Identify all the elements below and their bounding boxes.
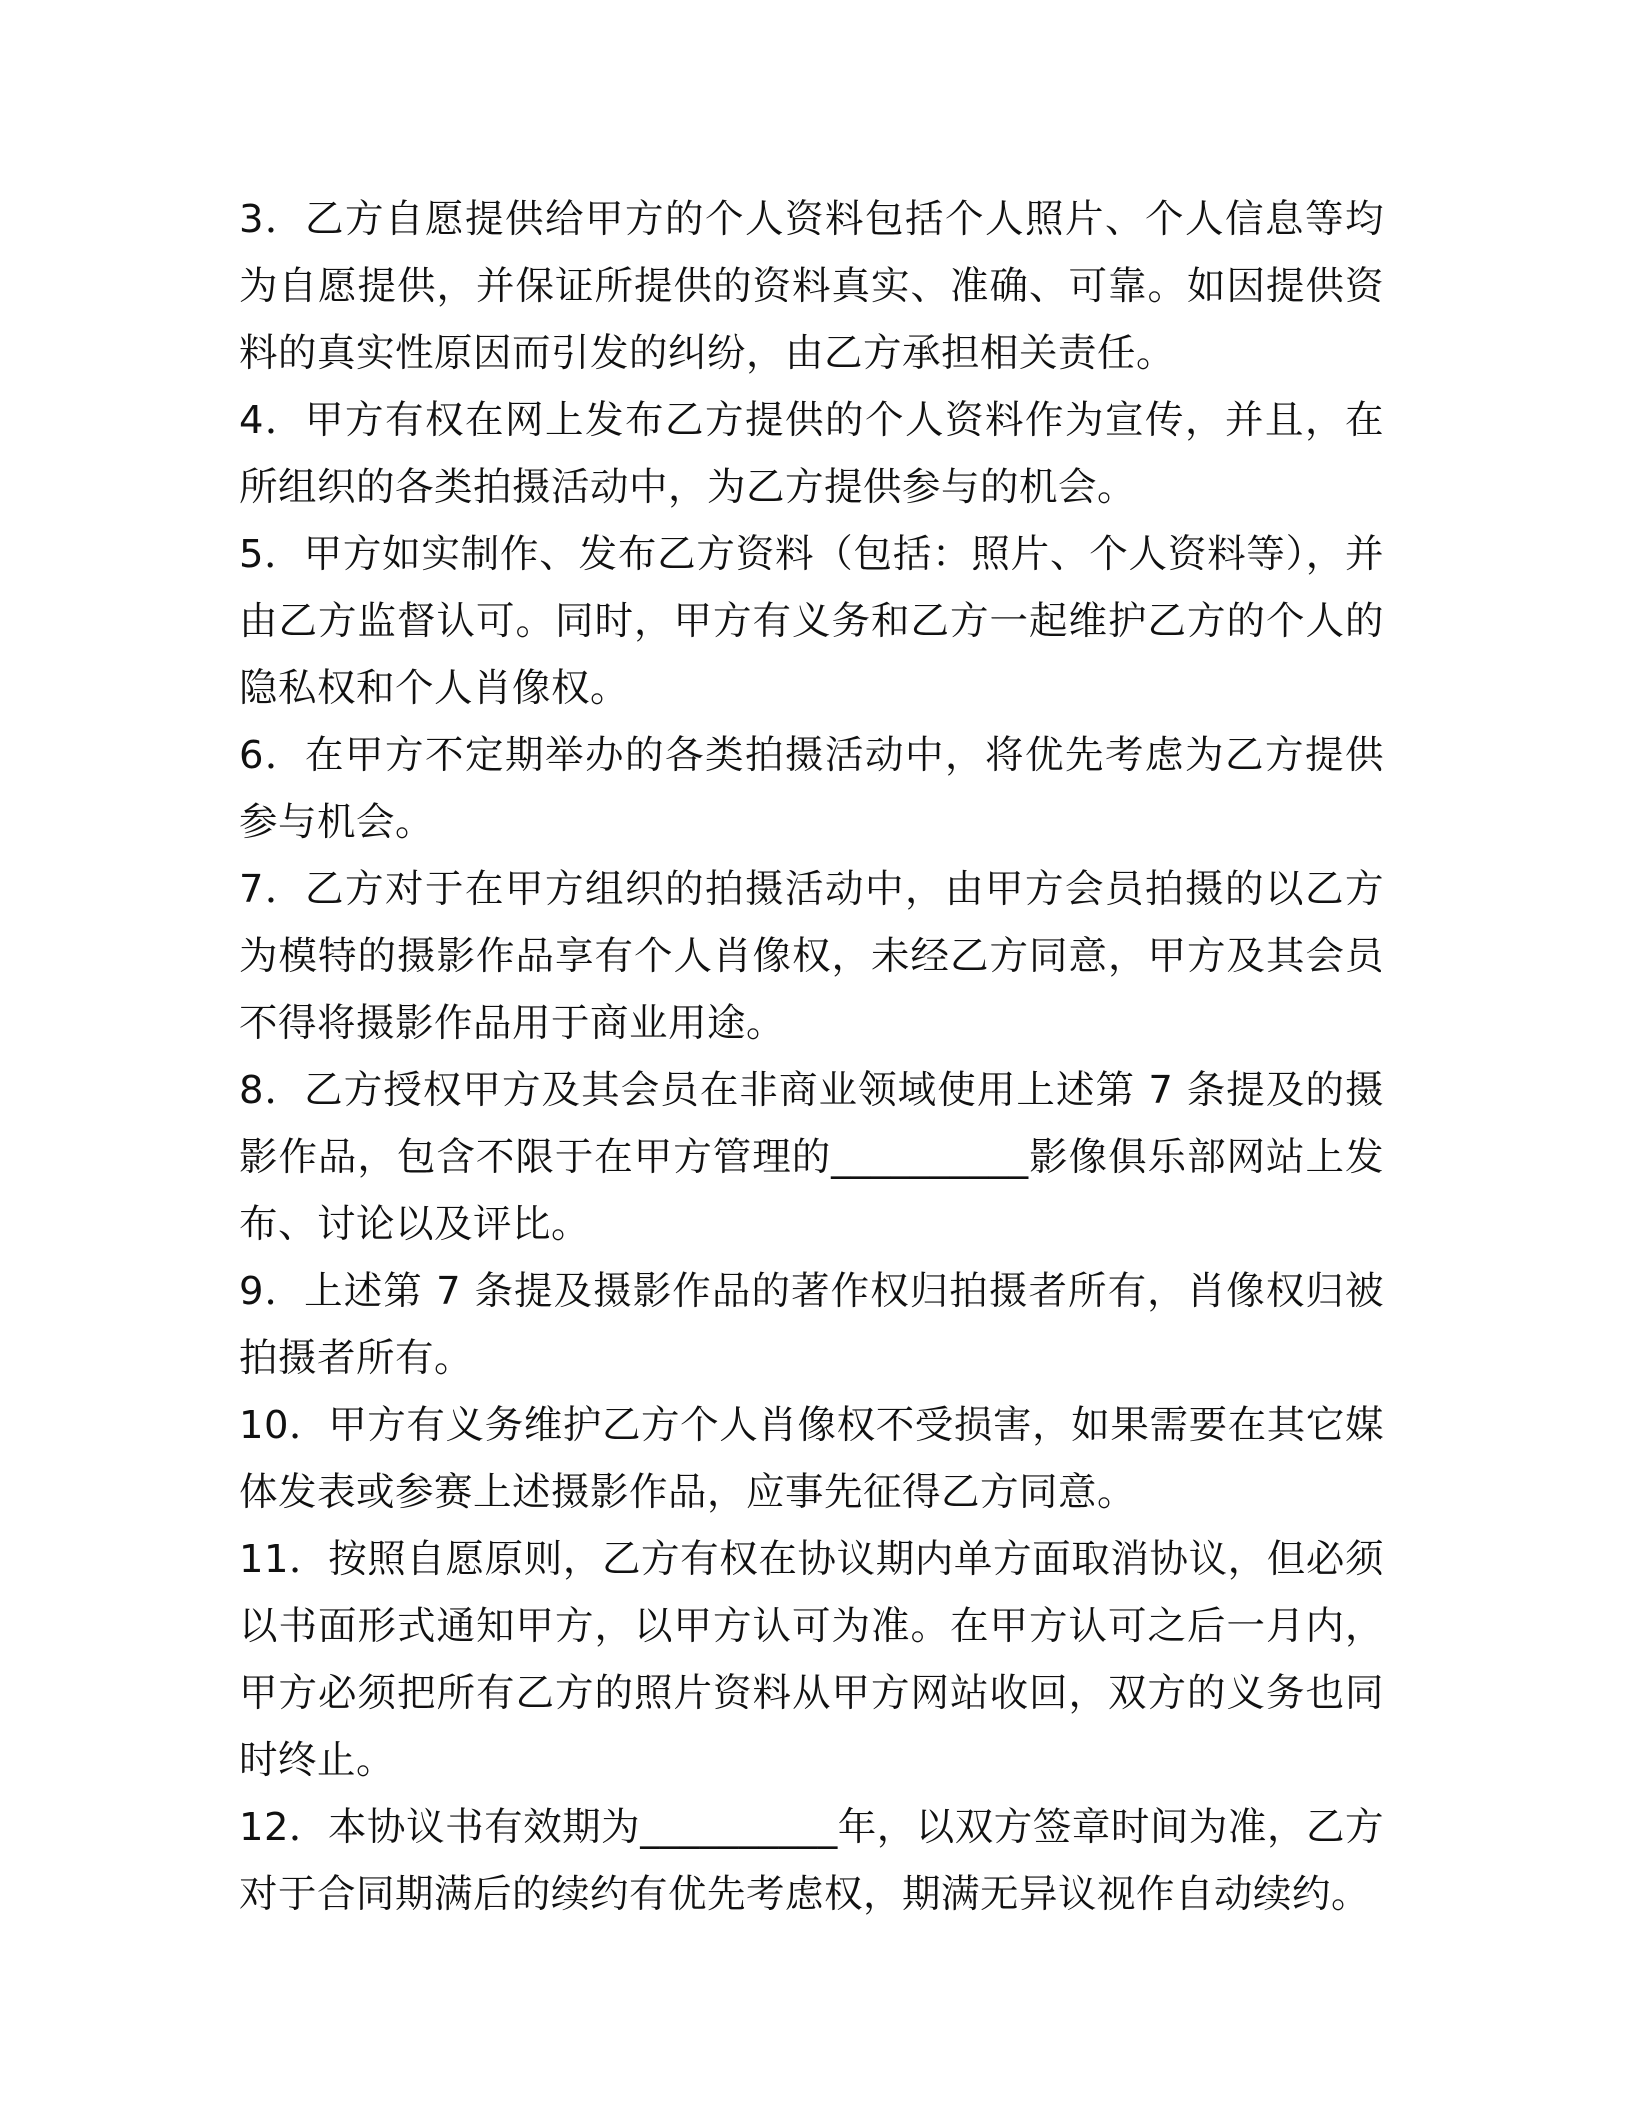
clause-11: 11．按照自愿原则，乙方有权在协议期内单方面取消协议，但必须以书面形式通知甲方，以甲方认可为准。在甲方认可之后一月内，甲方必须把所有乙方的照片资料从甲方网站收回，双方的义务也同时终止。 [239, 1537, 1384, 1783]
document-body [239, 186, 1384, 1928]
clause-7: 7．乙方对于在甲方组织的拍摄活动中，由甲方会员拍摄的以乙方为模特的摄影作品享有个人肖像权，未经乙方同意，甲方及其会员不得将摄影作品用于商业用途。 [239, 867, 1384, 1046]
clause-6: 6．在甲方不定期举办的各类拍摄活动中，将优先考虑为乙方提供参与机会。 [239, 733, 1384, 845]
clause-9: 9．上述第 7 条提及摄影作品的著作权归拍摄者所有，肖像权归被拍摄者所有。 [239, 1269, 1384, 1381]
clause-10: 10．甲方有义务维护乙方个人肖像权不受损害，如果需要在其它媒体发表或参赛上述摄影作品，应事先征得乙方同意。 [239, 1403, 1384, 1515]
clause-5: 5．甲方如实制作、发布乙方资料（包括：照片、个人资料等），并由乙方监督认可。同时，甲方有义务和乙方一起维护乙方的个人的隐私权和个人肖像权。 [239, 532, 1384, 711]
clause-3: 3．乙方自愿提供给甲方的个人资料包括个人照片、个人信息等均为自愿提供，并保证所提供的资料真实、准确、可靠。如因提供资料的真实性原因而引发的纠纷，由乙方承担相关责任。 [239, 197, 1384, 376]
clause-8: 8．乙方授权甲方及其会员在非商业领域使用上述第 7 条提及的摄影作品，包含不限于在甲方管理的__________影像俱乐部网站上发布、讨论以及评比。 [239, 1068, 1384, 1247]
clause-12: 12．本协议书有效期为__________年，以双方签章时间为准，乙方对于合同期满后的续约有优先考虑权，期满无异议视作自动续约。 [239, 1805, 1384, 1917]
clause-4: 4．甲方有权在网上发布乙方提供的个人资料作为宣传，并且，在所组织的各类拍摄活动中，为乙方提供参与的机会。 [239, 398, 1384, 510]
